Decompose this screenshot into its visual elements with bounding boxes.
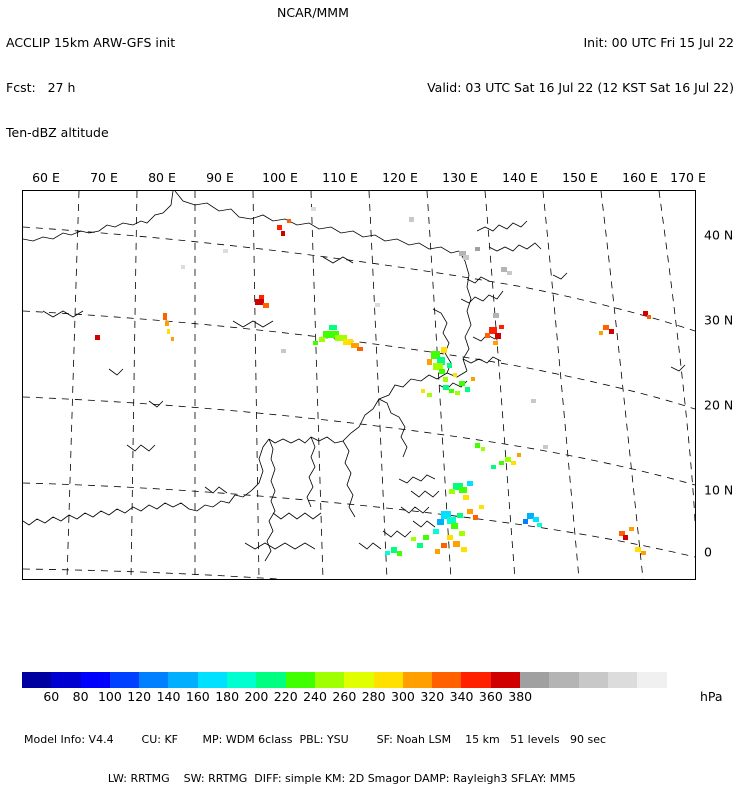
colorbar-swatch-6: [198, 672, 227, 688]
colorbar-swatch-9: [286, 672, 315, 688]
colorbar-swatch-4: [139, 672, 168, 688]
header-forecast-hour: Fcst: 27 h: [6, 80, 76, 95]
reflectivity-echoes: [95, 207, 695, 556]
lon-tick-8: 140 E: [502, 170, 538, 185]
lon-tick-7: 130 E: [442, 170, 478, 185]
latitude-axis: [700, 190, 740, 580]
colorbar-swatch-10: [315, 672, 344, 688]
colorbar-tick-320: 320: [420, 689, 445, 704]
colorbar-tick-labels: [22, 689, 722, 705]
colorbar-unit-label: hPa: [700, 689, 723, 704]
colorbar-swatch-21: [637, 672, 666, 688]
colorbar-tick-240: 240: [303, 689, 327, 704]
colorbar-tick-220: 220: [273, 689, 298, 704]
colorbar-swatch-17: [520, 672, 549, 688]
lon-tick-2: 80 E: [148, 170, 176, 185]
colorbar-tick-280: 280: [361, 689, 386, 704]
colorbar-swatch-0: [22, 672, 51, 688]
header-title: ACCLIP 15km ARW-GFS init: [6, 35, 176, 50]
longitude-axis: [22, 170, 706, 188]
coastlines: [23, 191, 685, 561]
map-plot-area: [22, 190, 696, 580]
colorbar-swatch-15: [461, 672, 490, 688]
colorbar-tick-120: 120: [127, 689, 152, 704]
colorbar-swatch-22: [667, 672, 696, 688]
colorbar-tick-260: 260: [332, 689, 357, 704]
colorbar-swatch-8: [256, 672, 285, 688]
lon-tick-6: 120 E: [382, 170, 418, 185]
model-info-row-2: LW: RRTMG SW: RRTMG DIFF: simple KM: 2D Smagor DAMP: Rayleigh3 SFLAY: MM5: [24, 772, 576, 785]
colorbar-swatch-18: [549, 672, 578, 688]
colorbar-swatch-7: [227, 672, 256, 688]
colorbar-tick-100: 100: [97, 689, 122, 704]
colorbar-tick-60: 60: [43, 689, 60, 704]
lon-tick-5: 110 E: [322, 170, 358, 185]
colorbar-tick-340: 340: [449, 689, 474, 704]
colorbar-tick-140: 140: [156, 689, 181, 704]
header-left: [6, 5, 175, 155]
colorbar-swatch-13: [403, 672, 432, 688]
lat-tick-0: 40 N: [704, 227, 734, 243]
lon-tick-11: 170 E: [670, 170, 706, 185]
colorbar-tick-200: 200: [244, 689, 269, 704]
map-svg: [23, 191, 695, 579]
lon-tick-1: 70 E: [90, 170, 118, 185]
colorbar-tick-160: 160: [185, 689, 210, 704]
colorbar-swatch-11: [344, 672, 373, 688]
header-right: [427, 5, 734, 110]
colorbar-swatch-14: [432, 672, 461, 688]
colorbar-tick-360: 360: [478, 689, 503, 704]
header-field-name: Ten-dBZ altitude: [6, 125, 109, 140]
colorbar-swatch-3: [110, 672, 139, 688]
colorbar-swatch-2: [81, 672, 110, 688]
lon-tick-9: 150 E: [562, 170, 598, 185]
lat-tick-2: 20 N: [704, 397, 734, 413]
colorbar-swatch-5: [168, 672, 197, 688]
lat-lon-gridlines: [23, 191, 695, 579]
header-center-institution: NCAR/MMM: [277, 5, 349, 20]
colorbar-tick-380: 380: [508, 689, 533, 704]
colorbar-tick-300: 300: [391, 689, 415, 704]
lat-tick-1: 30 N: [704, 312, 734, 328]
header-init-time: Init: 00 UTC Fri 15 Jul 22: [583, 35, 734, 50]
colorbar-swatch-19: [579, 672, 608, 688]
lat-tick-3: 10 N: [704, 482, 734, 498]
header-valid-time: Valid: 03 UTC Sat 16 Jul 22 (12 KST Sat 16 Jul 22): [427, 80, 734, 95]
colorbar-swatch-12: [374, 672, 403, 688]
colorbar-swatch-20: [608, 672, 637, 688]
model-info-footer: [24, 707, 606, 798]
colorbar: [22, 672, 696, 688]
colorbar-swatch-1: [51, 672, 80, 688]
model-info-row-1: Model Info: V4.4 CU: KF MP: WDM 6class PBL: YSU SF: Noah LSM 15 km 51 levels 90 sec: [24, 733, 607, 746]
lon-tick-4: 100 E: [262, 170, 298, 185]
lon-tick-10: 160 E: [622, 170, 658, 185]
lon-tick-3: 90 E: [206, 170, 234, 185]
lat-tick-4: 0: [704, 544, 712, 560]
colorbar-swatch-16: [491, 672, 520, 688]
colorbar-tick-180: 180: [215, 689, 240, 704]
lon-tick-0: 60 E: [32, 170, 60, 185]
colorbar-tick-80: 80: [72, 689, 89, 704]
